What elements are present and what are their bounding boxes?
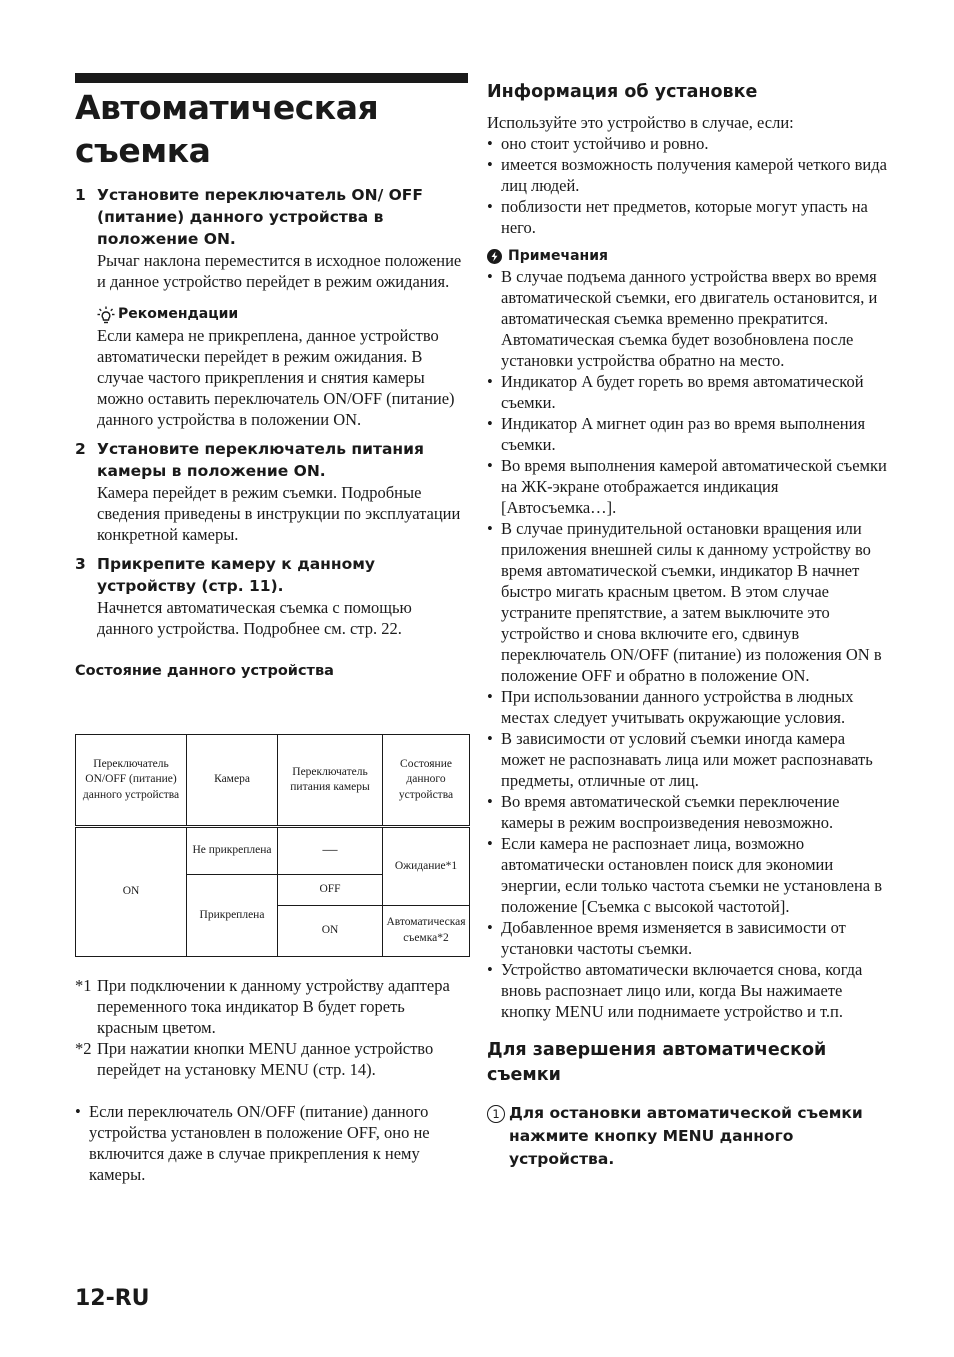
tip-heading	[97, 304, 470, 325]
title-rule	[75, 73, 468, 83]
note-icon	[487, 249, 502, 264]
notes-heading-label: Примечания	[508, 248, 609, 264]
list-item: • Индикатор A мигнет один раз во время выполнения съемки.	[487, 413, 887, 455]
step-body: Начнется автоматическая съемка с помощью данного устройства. Подробнее см. стр. 22.	[97, 598, 412, 638]
table-cell: Ожидание*1	[383, 827, 470, 905]
table-cell: ON	[76, 827, 187, 957]
list-item: • Если камера не распознает лица, возможно автоматически остановлен поиск для экономии энергии, если только частота съемки не установлена в положение [Съемка с высокой частотой].	[487, 833, 887, 917]
footnote-text: При нажатии кнопки MENU данное устройство перейдет на установку MENU (стр. 14).	[97, 1039, 434, 1079]
list-item: • В случае принудительной остановки вращения или приложения внешней силы к данному устройству во время автоматической съемки, индикатор B начнет быстро мигать красным цветом. В этом случае устраните препятствие, а затем выключите это устройство и снова включите его, сдвинув переключатель ON/OFF (питание) из положения ON в положение OFF и обратно в положение ON.	[487, 518, 887, 686]
step-title: Установите переключатель ON/ OFF (питание) данного устройства в положение ON.	[97, 186, 423, 248]
footnote-mark: *1	[75, 976, 92, 995]
list-item: • Устройство автоматически включается снова, когда вновь распознает лицо или, когда Вы нажимаете кнопку MENU или поднимаете устройство и т.п.	[487, 959, 887, 1022]
table-cell: —	[278, 827, 383, 874]
table-header-cell: Состояние данного устройства	[383, 735, 470, 827]
step-body: Рычаг наклона переместится в исходное положение и данное устройство перейдет в режим ожидания.	[97, 251, 462, 291]
right-column	[487, 80, 887, 1171]
list-item: • Индикатор A будет гореть во время автоматической съемки.	[487, 371, 887, 413]
list-item: • В случае подъема данного устройства вверх во время автоматической съемки, его двигатель остановится, и автоматическая съемка временно прекратится. Автоматическая съемка будет возобновлена после установки устройства обратно на место.	[487, 266, 887, 371]
footnote-text: При подключении к данному устройству адаптера переменного тока индикатор B будет гореть красным цветом.	[97, 976, 450, 1037]
tip-heading-label: Рекомендации	[118, 306, 239, 322]
finish-heading: Для завершения автоматической съемки	[487, 1040, 827, 1085]
install-intro: Используйте это устройство в случае, если:	[487, 113, 794, 132]
device-state-table	[75, 734, 470, 957]
list-item: • оно стоит устойчиво и ровно.	[487, 133, 887, 154]
step-body: Камера перейдет в режим съемки. Подробные сведения приведены в инструкции по эксплуатации конкретной камеры.	[97, 483, 461, 544]
footnote	[75, 1038, 470, 1080]
step-number: 1	[75, 186, 86, 204]
step-number: 2	[75, 440, 86, 458]
lightbulb-icon	[97, 306, 115, 324]
step-title: Установите переключатель питания камеры в положение ON.	[97, 440, 424, 480]
step-number: 3	[75, 555, 86, 573]
list-item: • При использовании данного устройства в людных местах следует учитывать окружающие условия.	[487, 686, 887, 728]
table-header-cell: Камера	[187, 735, 278, 827]
list-item: • В зависимости от условий съемки иногда камера может не распознавать лица или может распознавать предметы, отличные от лиц.	[487, 728, 887, 791]
page-number: 12-RU	[75, 1286, 150, 1311]
table-header-cell: Переключатель ON/OFF (питание) данного устройства	[76, 735, 187, 827]
footnotes	[75, 975, 470, 1185]
finish-step	[487, 1102, 887, 1171]
list-item: • Во время выполнения камерой автоматической съемки на ЖК-экране отображается индикация [Автосъемка…].	[487, 455, 887, 518]
table-header-cell: Переключатель питания камеры	[278, 735, 383, 827]
page-title: Автоматическая съемка	[75, 88, 379, 170]
finish-step-text: Для остановки автоматической съемки нажмите кнопку MENU данного устройства.	[509, 1104, 863, 1168]
footnote-mark: *2	[75, 1039, 92, 1058]
table-cell: Прикреплена	[187, 874, 278, 956]
table-cell: ON	[278, 905, 383, 956]
install-heading: Информация об установке	[487, 82, 758, 102]
list-item: • Если переключатель ON/OFF (питание) данного устройства установлен в положение OFF, оно не включится даже в случае прикрепления к нему камеры.	[75, 1101, 470, 1185]
left-column	[75, 184, 470, 681]
table-heading: Состояние данного устройства	[75, 663, 334, 679]
table-cell: Не прикреплена	[187, 827, 278, 874]
list-item: • поблизости нет предметов, которые могут упасть на него.	[487, 196, 887, 238]
step-title: Прикрепите камеру к данному устройству (стр. 11).	[97, 555, 376, 595]
table-cell: OFF	[278, 874, 383, 905]
table-cell: Автоматическая съемка*2	[383, 905, 470, 956]
list-item: • имеется возможность получения камерой четкого вида лиц людей.	[487, 154, 887, 196]
list-item: • Добавленное время изменяется в зависимости от установки частоты съемки.	[487, 917, 887, 959]
footnote	[75, 975, 470, 1038]
step-2	[75, 438, 470, 545]
tip-body: Если камера не прикреплена, данное устройство автоматически перейдет в режим ожидания. В случае частого прикрепления и снятия камеры можно оставить переключатель ON/OFF (питание) данного устройства в положении ON.	[97, 326, 455, 429]
step-1	[75, 184, 470, 430]
circled-number: 1	[487, 1105, 505, 1123]
step-3	[75, 553, 470, 639]
notes-heading	[487, 246, 887, 266]
list-item: • Во время автоматической съемки переключение камеры в режим воспроизведения невозможно.	[487, 791, 887, 833]
